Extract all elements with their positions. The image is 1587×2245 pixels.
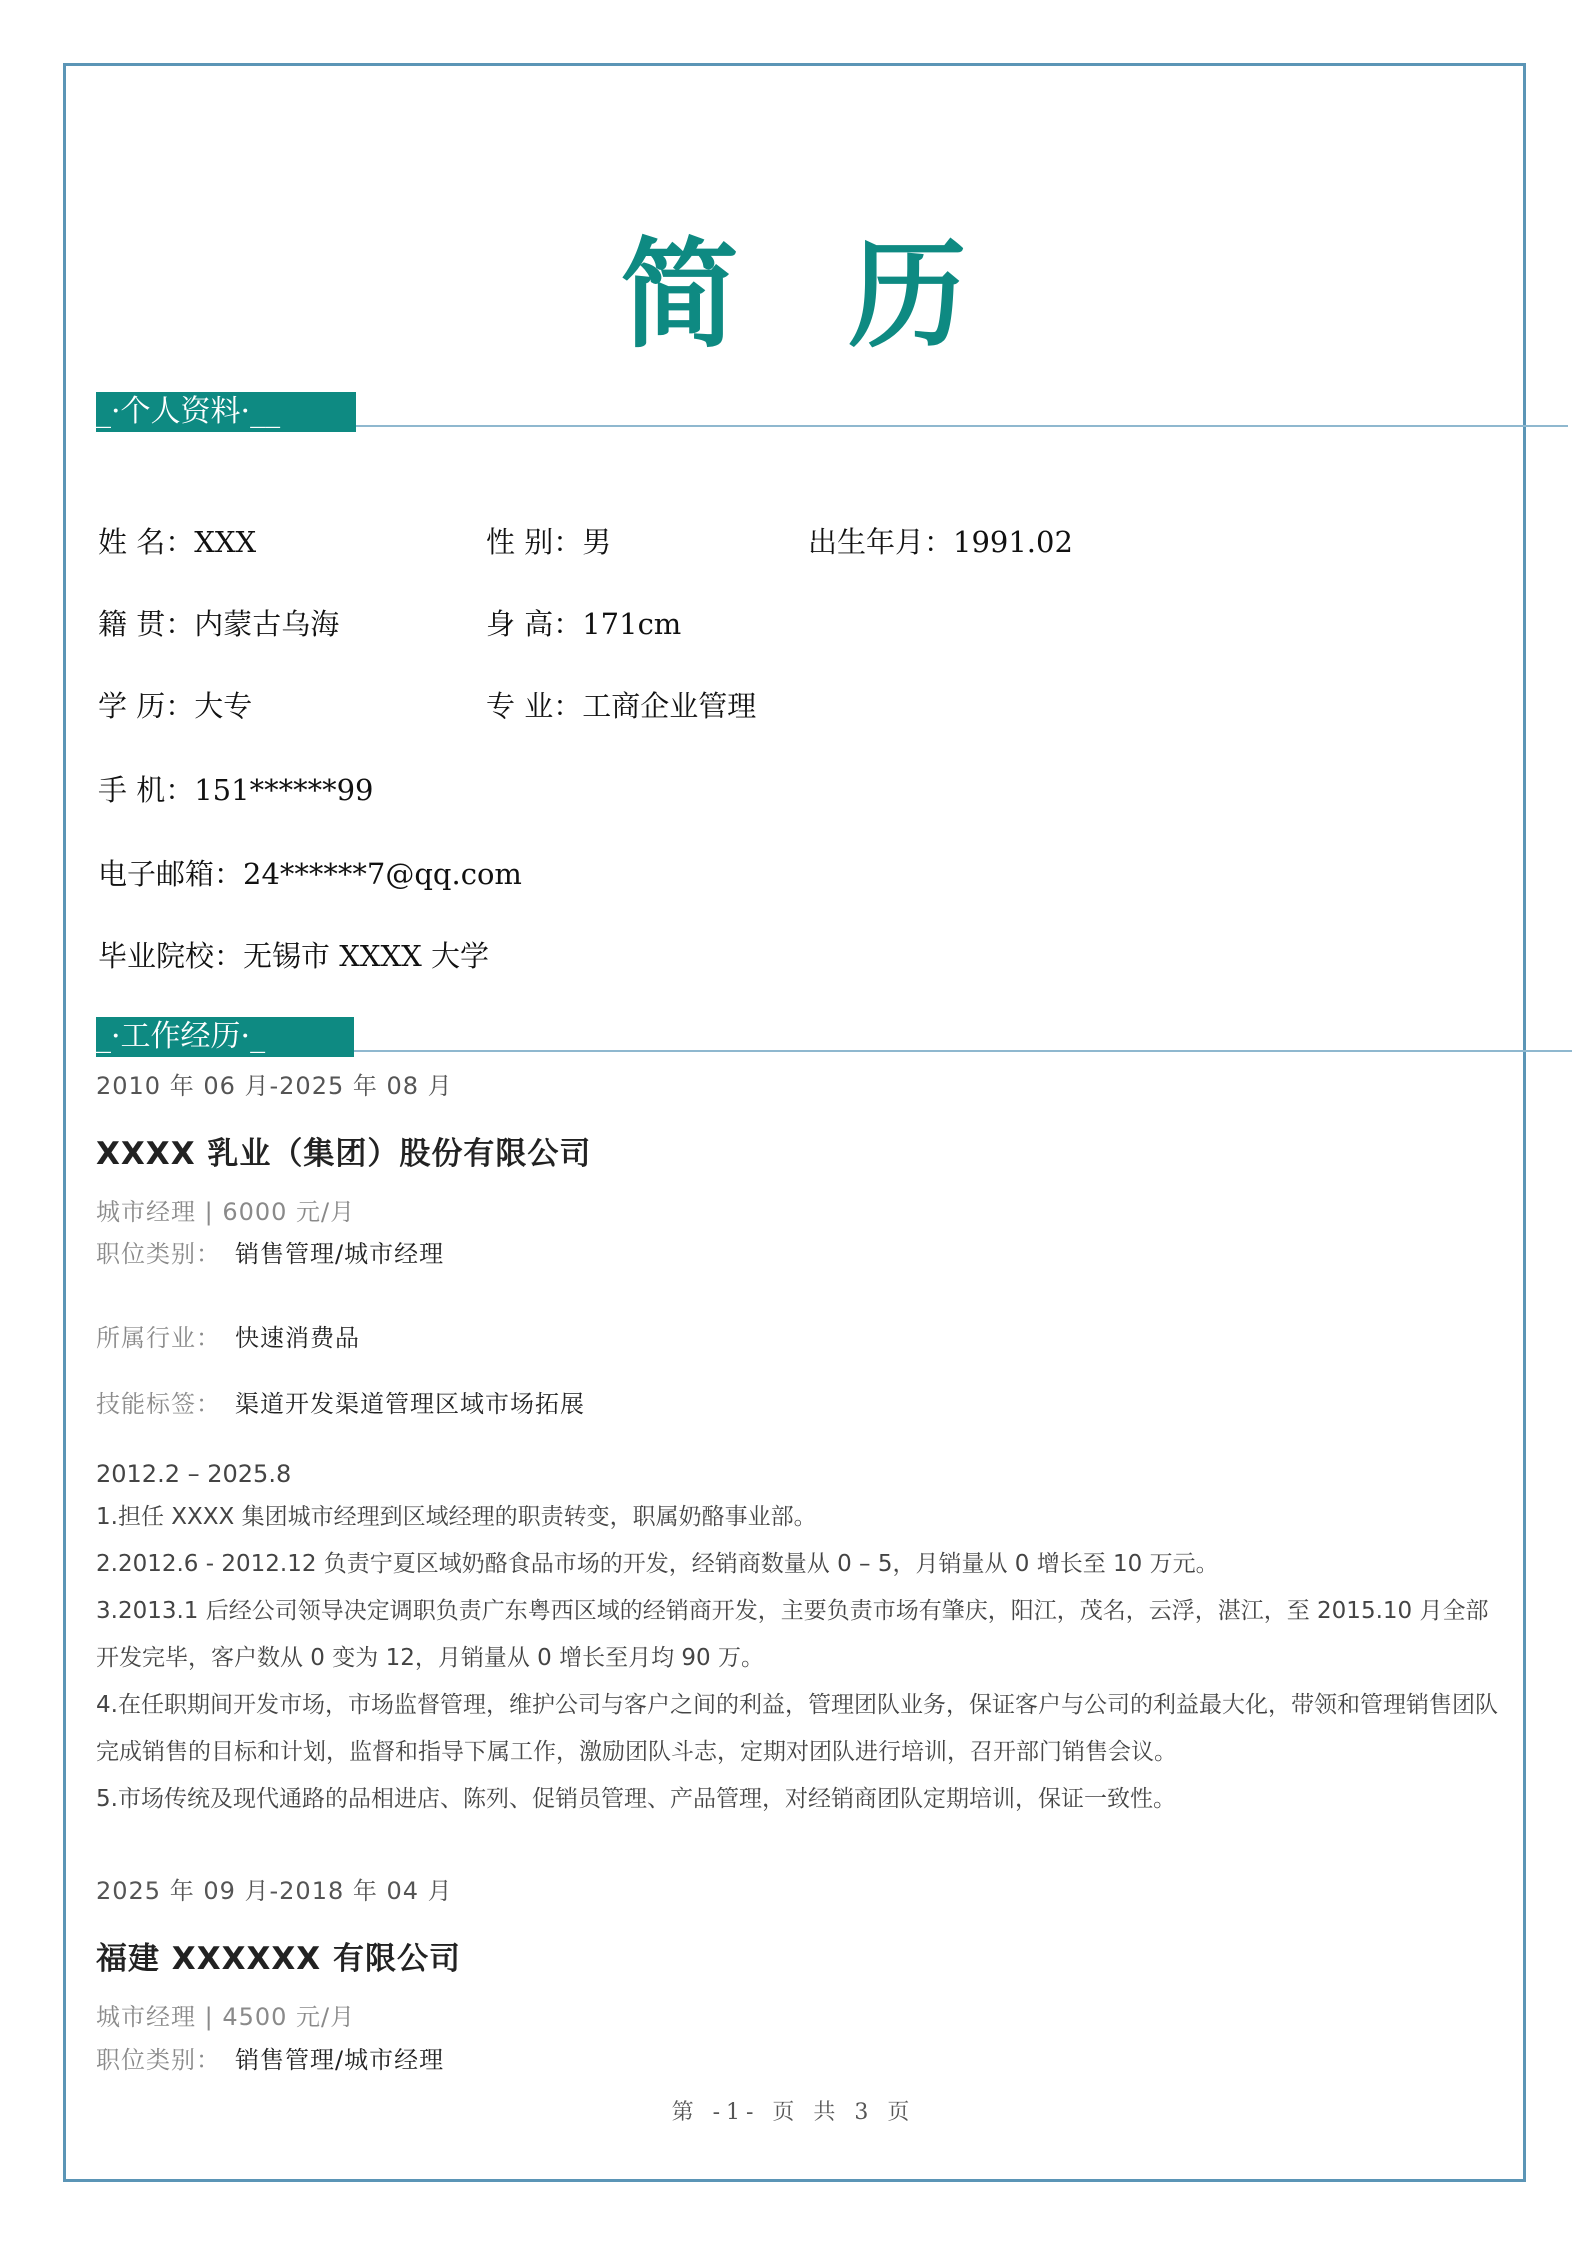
job-1-desc-line: 5.市场传统及现代通路的品相进店、陈列、促销员管理、产品管理，对经销商团队定期培训，保证一致性。 <box>96 1786 1176 1812</box>
job-1-desc-line: 2.2012.6 - 2012.12 负责宁夏区域奶酪食品市场的开发，经销商数量从 0 – 5，月销量从 0 增长至 10 万元。 <box>96 1551 1219 1577</box>
info-phone: 手 机：151******99 <box>98 773 374 807</box>
info-origin: 籍 贯：内蒙古乌海 <box>98 607 340 641</box>
info-height: 身 高：171cm <box>486 607 682 641</box>
job-2-position-salary: 城市经理 | 4500 元/月 <box>96 2003 356 2031</box>
job-1-position-salary: 城市经理 | 6000 元/月 <box>96 1198 356 1226</box>
info-school: 毕业院校：无锡市 XXXX 大学 <box>98 939 490 973</box>
info-name: 姓 名：XXX <box>98 525 257 559</box>
job-1-desc-line: 1.担任 XXXX 集团城市经理到区域经理的职责转变，职属奶酪事业部。 <box>96 1504 817 1530</box>
job-1-skills-row <box>96 1384 585 1419</box>
section-work-rule <box>354 1050 1572 1052</box>
info-major: 专 业：工商企业管理 <box>486 689 757 723</box>
job-1-category-label: 职位类别： <box>96 1240 221 1268</box>
info-education: 学 历：大专 <box>98 689 253 723</box>
job-1-category-row <box>96 1234 444 1269</box>
job-1-industry-row <box>96 1318 360 1353</box>
title-char-2: 历 <box>848 225 967 364</box>
job-1-skills: 渠道开发渠道管理区域市场拓展 <box>235 1390 585 1418</box>
info-gender: 性 别：男 <box>486 525 612 559</box>
job-2-company: 福建 XXXXXX 有限公司 <box>96 1941 461 1977</box>
section-personal-rule <box>356 425 1568 427</box>
job-2-category-label: 职位类别： <box>96 2046 221 2074</box>
job-1-industry-label: 所属行业： <box>96 1324 221 1352</box>
job-2-category: 销售管理/城市经理 <box>235 2046 445 2074</box>
job-1-sub-period: 2012.2 – 2025.8 <box>96 1460 292 1488</box>
job-1-period: 2010 年 06 月-2025 年 08 月 <box>96 1072 453 1100</box>
page-frame <box>63 63 1526 2182</box>
info-birth: 出生年月：1991.02 <box>808 525 1073 559</box>
job-1-desc-line: 3.2013.1 后经公司领导决定调职负责广东粤西区域的经销商开发，主要负责市场有肇庆，阳江，茂名，云浮，湛江，至 2015.10 月全部开发完毕，客户数从 0 变为 12，月销量从 0 增长至月均 90 万。 <box>96 1598 1489 1671</box>
job-1-category: 销售管理/城市经理 <box>235 1240 445 1268</box>
job-2-period: 2025 年 09 月-2018 年 04 月 <box>96 1877 453 1905</box>
title-char-1: 简 <box>620 225 739 364</box>
section-work-tag: _·工作经历·_ <box>96 1017 354 1057</box>
job-1-description <box>96 1494 1506 1823</box>
job-1-industry: 快速消费品 <box>235 1324 360 1352</box>
job-1-desc-line: 4.在任职期间开发市场，市场监督管理，维护公司与客户之间的利益，管理团队业务，保证客户与公司的利益最大化，带领和管理销售团队完成销售的目标和计划，监督和指导下属工作，激励团队斗志，定期对团队进行培训，召开部门销售会议。 <box>96 1692 1498 1765</box>
job-1-skills-label: 技能标签： <box>96 1390 221 1418</box>
job-1-company: XXXX 乳业（集团）股份有限公司 <box>96 1136 592 1172</box>
job-2-category-row <box>96 2040 444 2075</box>
page-footer: 第 -1- 页 共 3 页 <box>671 2100 916 2125</box>
section-personal-tag: _·个人资料·__ <box>96 392 356 432</box>
info-email: 电子邮箱：24******7@qq.com <box>98 857 522 891</box>
page-title <box>0 200 1587 370</box>
